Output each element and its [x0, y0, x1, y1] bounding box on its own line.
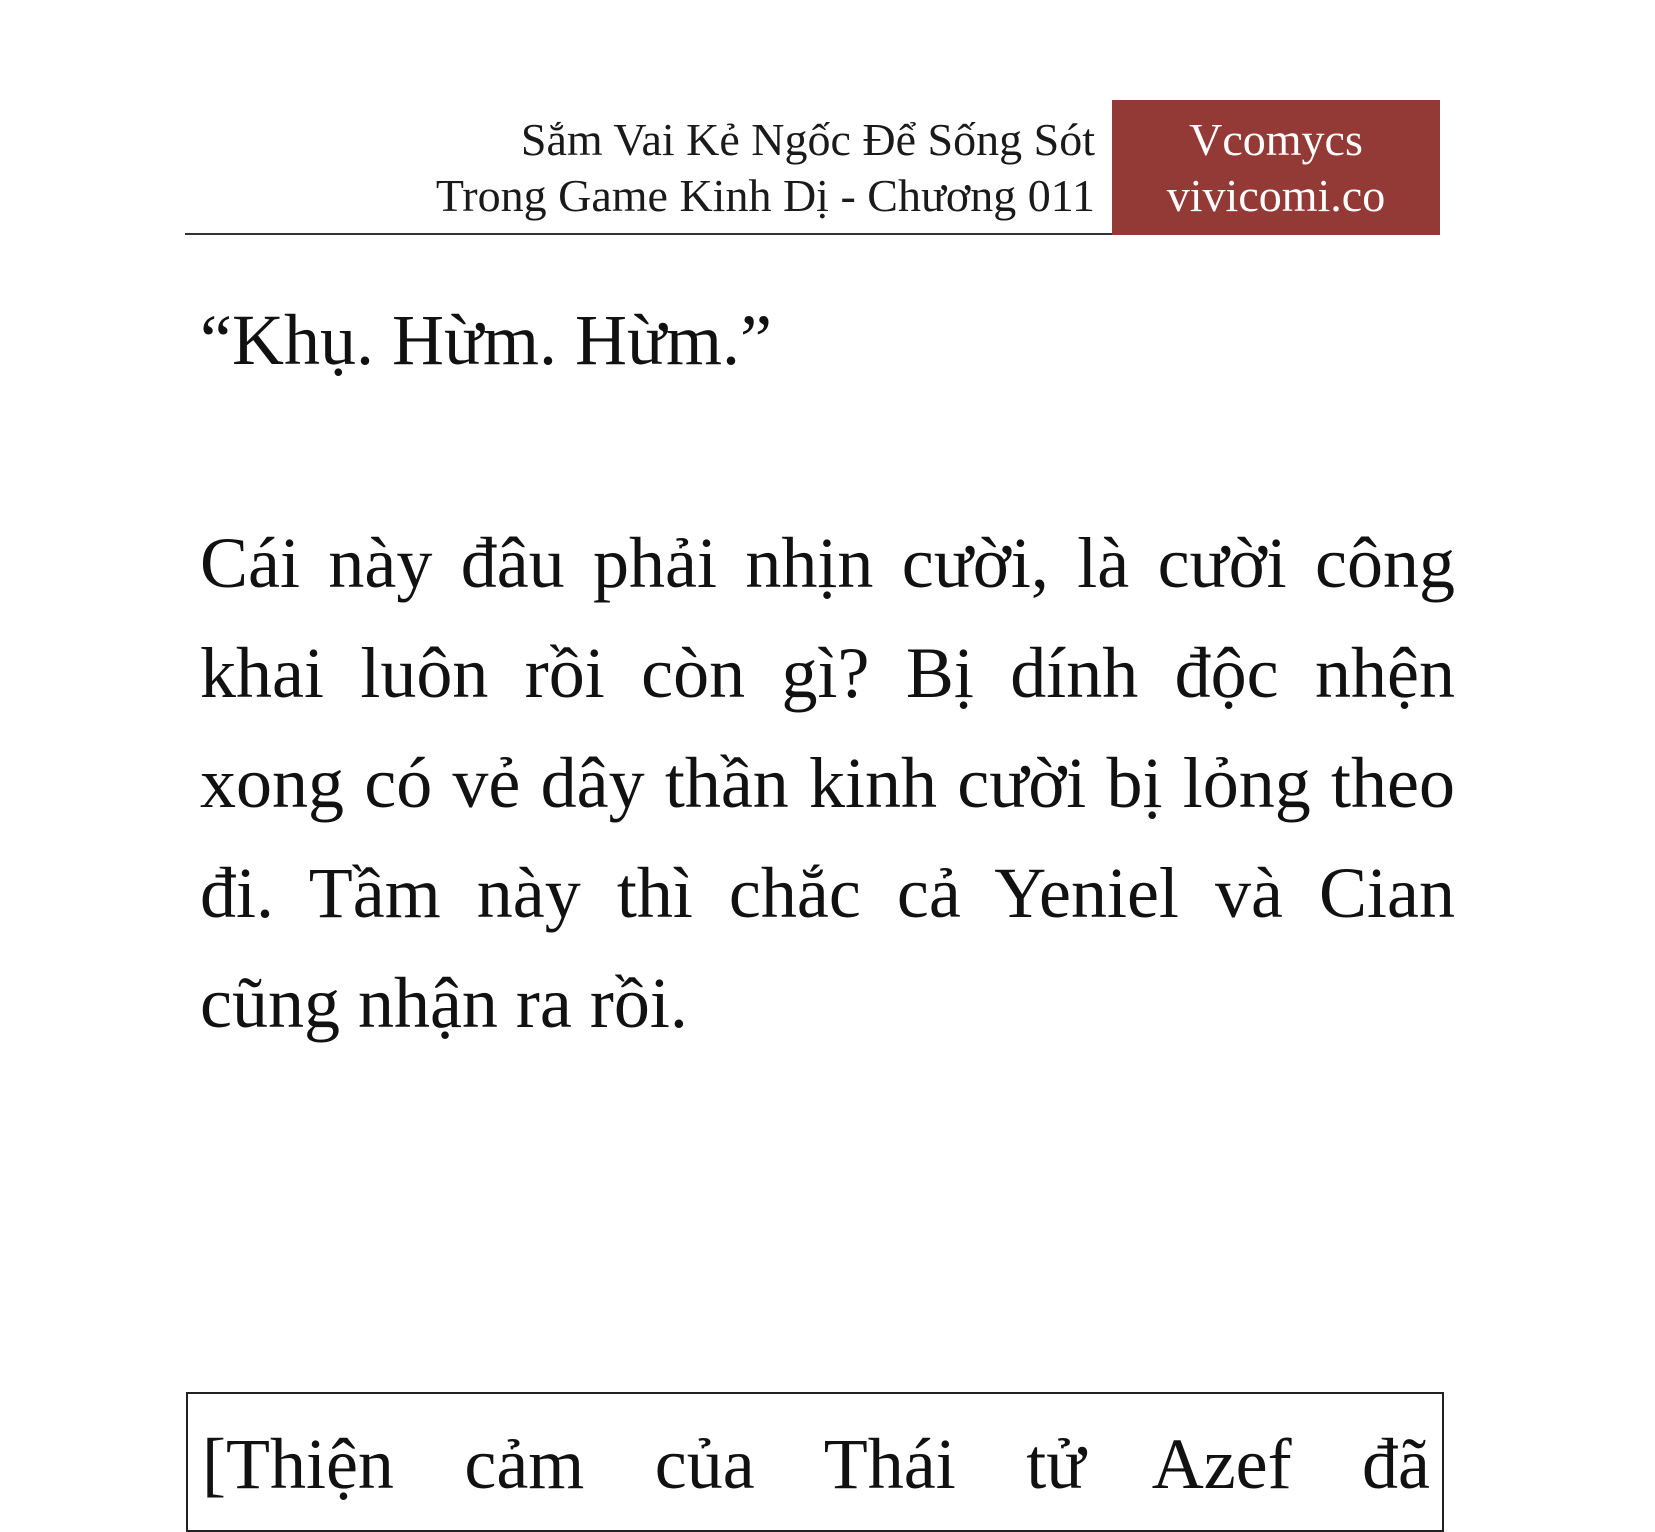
- brand-badge: [1112, 100, 1440, 235]
- chapter-title-line-2: Trong Game Kinh Dị - Chương 011: [435, 170, 1095, 221]
- brand-site: vivicomi.co: [1166, 170, 1386, 221]
- narration-paragraph: Cái này đâu phải nhịn cười, là cười công khai luôn rồi còn gì? Bị dính độc nhện xong có vẻ dây thần kinh cười bị lỏng theo đi. Tầm này thì chắc cả Yeniel và Cian cũng nhận ra rồi.: [200, 523, 1455, 1043]
- chapter-title-line-1: Sắm Vai Kẻ Ngốc Để Sống Sót: [520, 114, 1095, 165]
- chapter-title: [436, 112, 1095, 224]
- brand-name: Vcomycs: [1189, 114, 1363, 165]
- chapter-header: [185, 100, 1440, 235]
- system-message-box: [186, 1392, 1444, 1532]
- dialogue-line: “Khụ. Hừm. Hừm.”: [200, 300, 772, 380]
- system-message-text: [Thiện cảm của Thái tử Azef đã: [202, 1424, 1430, 1504]
